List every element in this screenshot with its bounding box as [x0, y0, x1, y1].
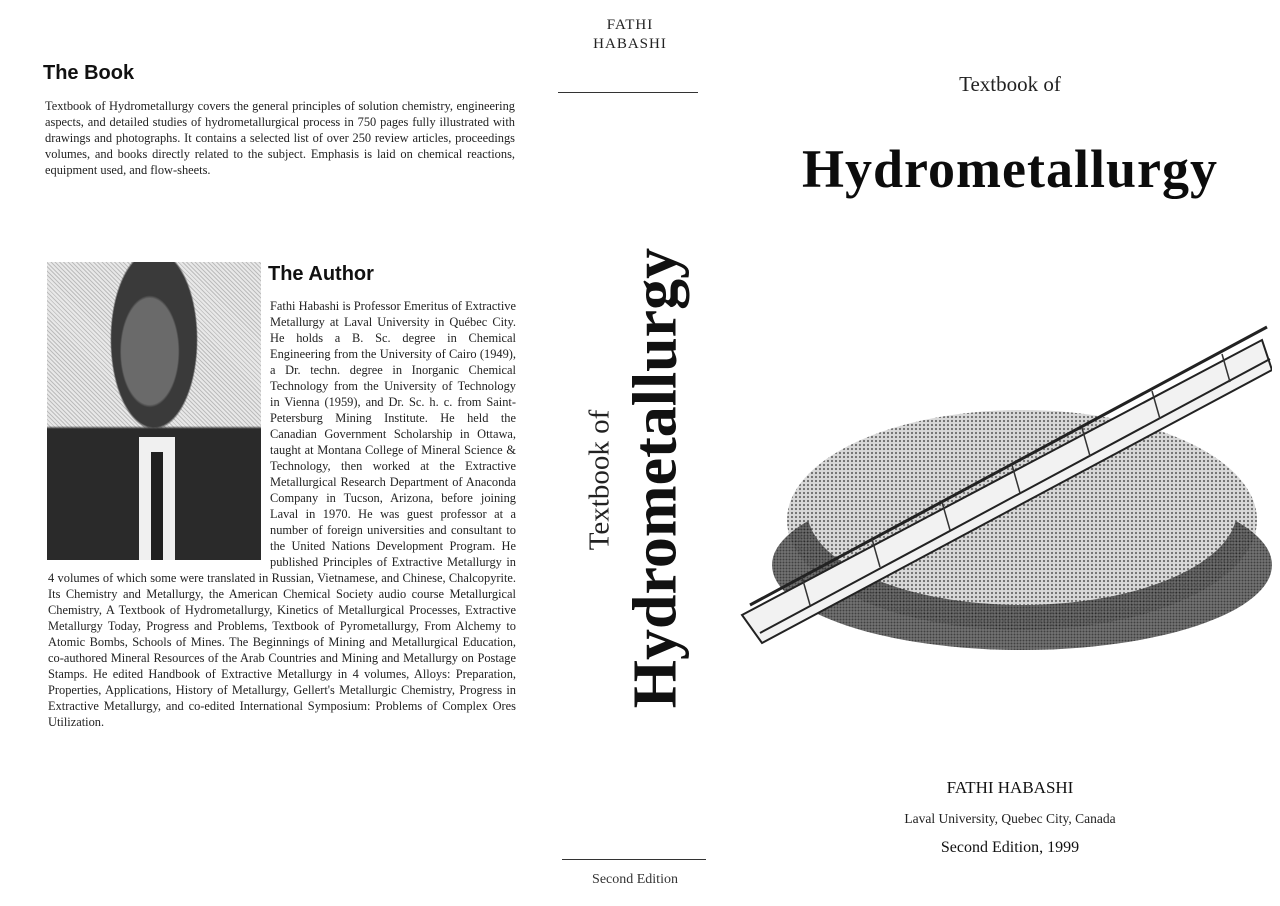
- photo-wrap-space: [48, 298, 270, 562]
- spine-title-small: Textbook of: [583, 409, 616, 551]
- front-edition: Second Edition, 1999: [940, 839, 1080, 856]
- spine-rule-bottom: [562, 859, 706, 860]
- front-title-prefix: Textbook of: [959, 72, 1061, 96]
- spine-edition: Second Edition: [592, 872, 678, 887]
- front-affiliation: Laval University, Quebec City, Canada: [904, 811, 1116, 826]
- author-heading: The Author: [268, 263, 374, 285]
- author-bio-block: [48, 298, 516, 730]
- book-heading: The Book: [43, 62, 135, 84]
- spine-author-last: HABASHI: [593, 36, 667, 52]
- spine-rule-top: [558, 92, 698, 93]
- book-blurb: Textbook of Hydrometallurgy covers the general principles of solution chemistry, engineering aspects, and detailed studies of hydrometallurgical process in 750 pages fully illustrated with drawings and photographs. It contains a selected list of over 250 review articles, proceedings volumes, and books directly related to the subject. Emphasis is laid on chemical reactions, equipment used, and flow-sheets.: [45, 99, 515, 177]
- thickener-tank-photo: [722, 315, 1272, 655]
- front-author: FATHI HABASHI: [946, 778, 1074, 797]
- front-title: Hydrometallurgy: [802, 139, 1218, 199]
- spine-author-first: FATHI: [606, 17, 654, 33]
- author-bio: Fathi Habashi is Professor Emeritus of Extractive Metallurgy at Laval University in Québec City. He holds a B. Sc. degree in Chemical Engineering from the University of Cairo (1949), a Dr. techn. degree in Inorganic Chemical Technology from the University of Technology in Vienna (1959), and Dr. Sc. h. c. from Saint-Petersburg Mining Institute. He held the Canadian Government Scholarship in Ottawa, taught at Montana College of Mineral Science & Technology, then worked at the Extractive Metallurgical Research Department of Anaconda Company in Tucson, Arizona, before joining Laval in 1970. He was guest professor at a number of foreign universities and consultant to the United Nations Development Program. He published Principles of Extractive Metallurgy in 4 volumes of which some were translated in Russian, Vietnamese, and Chinese, Chalcopyrite. Its Chemistry and Metallurgy, the American Chemical Society audio course Metallurgical Chemistry, A Textbook of Hydrometallurgy, Kinetics of Metallurgical Processes, Extractive Metallurgy Today, Progress and Problems, Textbook of Pyrometallurgy, From Alchemy to Atomic Bombs, Schools of Mines. The Beginnings of Mining and Metallurgical Education, co-authored Mineral Resources of the Arab Countries and Mining and Metallurgy on Postage Stamps. He edited Handbook of Extractive Metallurgy in 4 volumes, Alloys: Preparation, Properties, Applications, History of Metallurgy, Gellert's Metallurgic Chemistry, Progress in Extractive Metallurgy, and co-edited International Symposium: Problems of Complex Ores Utilization.: [48, 299, 516, 729]
- spine-author: [560, 16, 700, 54]
- spine-title-large: Hydrometallurgy: [621, 247, 690, 709]
